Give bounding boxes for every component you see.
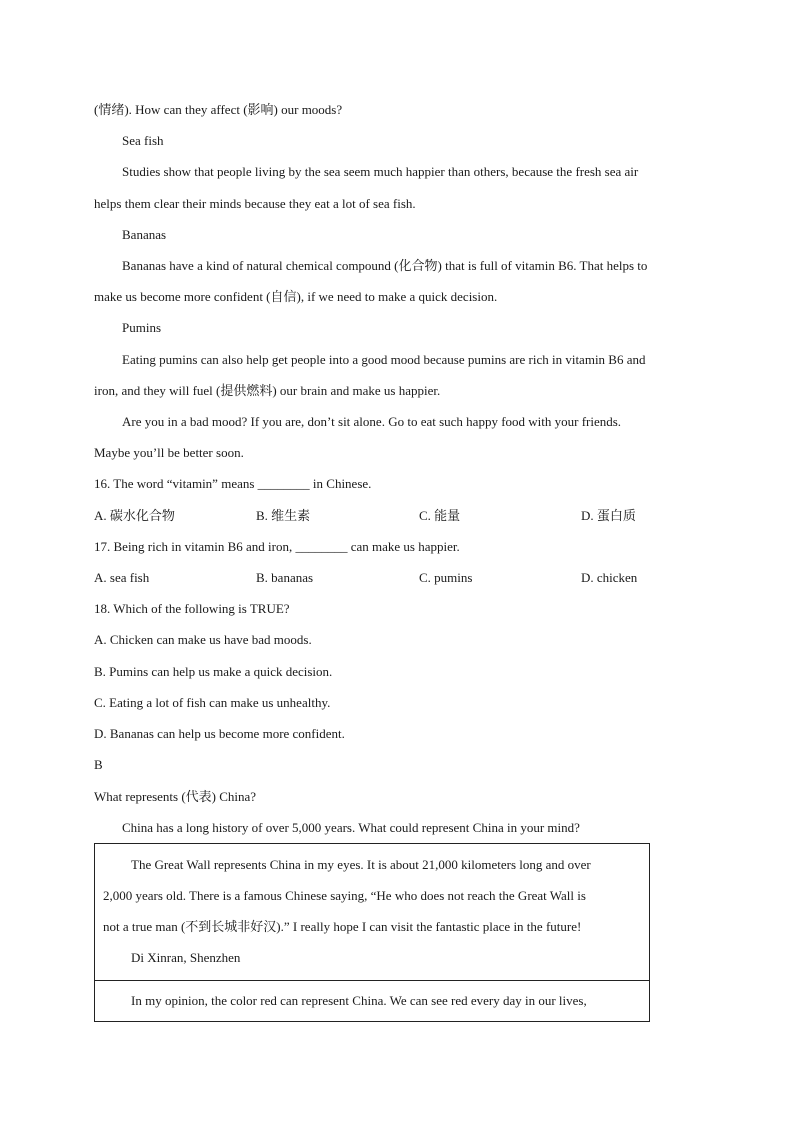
section-text-line: Eating pumins can also help get people into a good mood because pumins are rich in vitamin B6 and — [122, 352, 646, 367]
answer-option[interactable]: C. pumins — [419, 570, 473, 585]
section-heading: Pumins — [122, 320, 162, 335]
passage-b-label: B — [94, 757, 103, 772]
answer-option[interactable]: B. bananas — [256, 570, 314, 585]
passage-a-intro-tail: (情绪). How can they affect (影响) our moods? — [94, 102, 343, 117]
letter-signature: Di Xinran, Shenzhen — [131, 950, 241, 965]
answer-option[interactable]: A. sea fish — [94, 570, 150, 585]
question-stem: 16. The word “vitamin” means ________ in Chinese. — [94, 476, 372, 491]
section-text-line: iron, and they will fuel (提供燃料) our brain and make us happier. — [94, 383, 441, 398]
question-stem: 17. Being rich in vitamin B6 and iron, ________ can make us happier. — [94, 539, 460, 554]
answer-option[interactable]: A. Chicken can make us have bad moods. — [94, 632, 312, 647]
letter-text-line: The Great Wall represents China in my eyes. It is about 21,000 kilometers long and over — [131, 857, 591, 872]
table-divider — [94, 980, 650, 981]
answer-option[interactable]: D. 蛋白质 — [581, 508, 636, 523]
section-heading: Bananas — [122, 227, 167, 242]
section-text-line: Bananas have a kind of natural chemical compound (化合物) that is full of vitamin B6. That helps to — [122, 258, 648, 273]
closing-line: Are you in a bad mood? If you are, don’t sit alone. Go to eat such happy food with your friends. — [122, 414, 622, 429]
answer-option[interactable]: B. 维生素 — [256, 508, 311, 523]
section-text-line: make us become more confident (自信), if we need to make a quick decision. — [94, 289, 498, 304]
question-stem: 18. Which of the following is TRUE? — [94, 601, 290, 616]
passage-b-title: What represents (代表) China? — [94, 789, 257, 804]
letter-text-line: In my opinion, the color red can represent China. We can see red every day in our lives, — [131, 993, 587, 1008]
letter-text-line: 2,000 years old. There is a famous Chinese saying, “He who does not reach the Great Wall is — [103, 888, 586, 903]
closing-line: Maybe you’ll be better soon. — [94, 445, 244, 460]
answer-option[interactable]: D. chicken — [581, 570, 638, 585]
letter-text-line: not a true man (不到长城非好汉).” I really hope I can visit the fantastic place in the future! — [103, 919, 582, 934]
answer-option[interactable]: D. Bananas can help us become more confident. — [94, 726, 345, 741]
answer-option[interactable]: B. Pumins can help us make a quick decision. — [94, 664, 333, 679]
passage-b-intro: China has a long history of over 5,000 years. What could represent China in your mind? — [122, 820, 580, 835]
answer-option[interactable]: C. 能量 — [419, 508, 461, 523]
section-heading: Sea fish — [122, 133, 164, 148]
answer-option[interactable]: C. Eating a lot of fish can make us unhealthy. — [94, 695, 331, 710]
section-text-line: helps them clear their minds because they eat a lot of sea fish. — [94, 196, 416, 211]
section-text-line: Studies show that people living by the sea seem much happier than others, because the fresh sea air — [122, 164, 639, 179]
answer-option[interactable]: A. 碳水化合物 — [94, 508, 175, 523]
